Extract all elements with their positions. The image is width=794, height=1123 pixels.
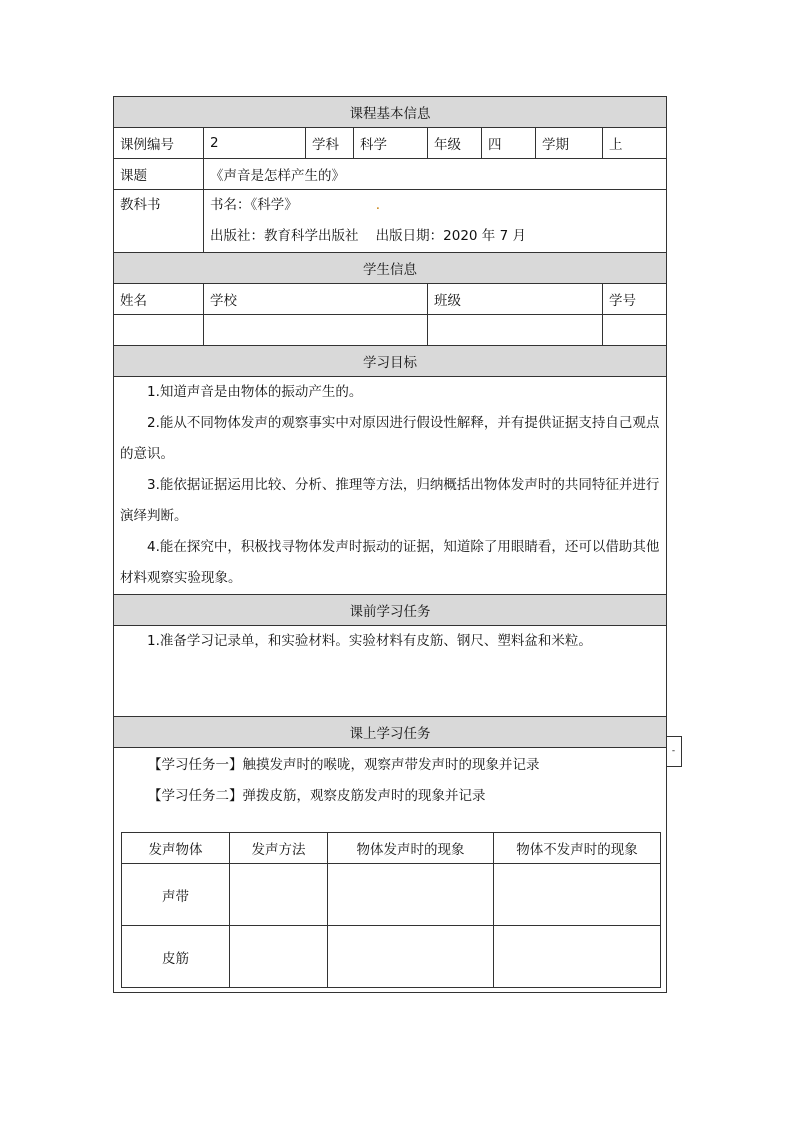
- record-cell[interactable]: [494, 864, 661, 926]
- record-row-label: 声带: [122, 864, 230, 926]
- book-name-line: [210, 190, 660, 221]
- textbook-info: [204, 190, 667, 253]
- pre-tasks-header: 课前学习任务: [114, 595, 667, 626]
- student-id-field[interactable]: [603, 315, 667, 346]
- record-cell[interactable]: [230, 864, 328, 926]
- record-table: [121, 832, 661, 988]
- lesson-document: [113, 96, 666, 993]
- textbook-label: [114, 190, 204, 253]
- basic-info-header: 课程基本信息: [114, 97, 667, 128]
- name-field[interactable]: [114, 315, 204, 346]
- school-label: 学校: [204, 284, 428, 315]
- publisher-line: 出版社：教育科学出版社 出版日期：2020 年 7 月: [210, 228, 526, 244]
- objectives-header: 学习目标: [114, 346, 667, 377]
- record-cell[interactable]: [328, 864, 494, 926]
- task-two-tag: 【学习任务二】: [148, 788, 243, 804]
- objective-item: 3.能依据证据运用比较、分析、推理等方法，归纳概括出物体发声时的共同特征并进行演绎判断。: [120, 477, 660, 524]
- objective-item: 2.能从不同物体发声的观察事实中对原因进行假设性解释，并有提供证据支持自己观点的意识。: [120, 415, 660, 462]
- textbook-label-text: 教科书: [120, 197, 161, 213]
- class-tasks-body: [114, 748, 667, 993]
- task-two: [120, 781, 660, 812]
- pre-task-item: 1.准备学习记录单，和实验材料。实验材料有皮筋、钢尺、塑料盆和米粒。: [147, 633, 592, 649]
- lesson-number-value: 2: [204, 128, 306, 159]
- record-cell[interactable]: [494, 926, 661, 988]
- objective-item: 4.能在探究中，积极找寻物体发声时振动的证据，知道除了用眼睛看，还可以借助其他材料观察实验现象。: [120, 539, 660, 586]
- lesson-table: [113, 96, 667, 993]
- task-one: [120, 750, 660, 781]
- record-header-object: 发声物体: [122, 833, 230, 864]
- record-cell[interactable]: [230, 926, 328, 988]
- pre-tasks-body: [114, 626, 667, 717]
- objectives-body: [114, 377, 667, 595]
- book-name: 书名：《科学》: [210, 197, 298, 213]
- term-value: 上: [603, 128, 667, 159]
- task-two-text: 弹拨皮筋，观察皮筋发声时的现象并记录: [242, 788, 486, 804]
- grade-label: 年级: [428, 128, 482, 159]
- subject-label: 学科: [306, 128, 354, 159]
- name-label: 姓名: [114, 284, 204, 315]
- student-info-header: 学生信息: [114, 253, 667, 284]
- record-row-label: 皮筋: [122, 926, 230, 988]
- student-id-label: 学号: [603, 284, 667, 315]
- topic-label: 课题: [114, 159, 204, 190]
- record-cell[interactable]: [328, 926, 494, 988]
- class-label: 班级: [428, 284, 603, 315]
- school-field[interactable]: [204, 315, 428, 346]
- task-one-text: 触摸发声时的喉咙，观察声带发声时的现象并记录: [242, 757, 540, 773]
- objective-item: 1.知道声音是由物体的振动产生的。: [147, 384, 363, 400]
- record-header-method: 发声方法: [230, 833, 328, 864]
- topic-value: 《声音是怎样产生的》: [204, 159, 667, 190]
- class-tasks-header: 课上学习任务: [114, 717, 667, 748]
- margin-box: -: [666, 736, 682, 767]
- term-label: 学期: [536, 128, 603, 159]
- record-header-sounding: 物体发声时的现象: [328, 833, 494, 864]
- lesson-number-label: 课例编号: [114, 128, 204, 159]
- task-one-tag: 【学习任务一】: [148, 757, 243, 773]
- grade-value: 四: [482, 128, 536, 159]
- record-header-silent: 物体不发声时的现象: [494, 833, 661, 864]
- class-field[interactable]: [428, 315, 603, 346]
- subject-value: 科学: [354, 128, 428, 159]
- stray-dot: .: [375, 197, 381, 213]
